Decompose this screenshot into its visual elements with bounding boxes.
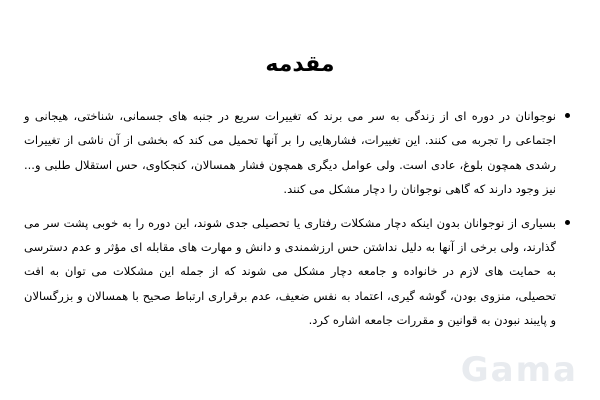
- bullet-item: [24, 104, 570, 202]
- bullet-text: نوجوانان در دوره ای از زندگی به سر می برند که تغییرات سریع در جنبه های جسمانی، شناختی، هیجانی و اجتماعی را تجربه می کنند. این تغییرات، فشارهایی را بر آنها تحمیل می کند که بخشی از آن ناشی از تغییرات رشدی همچون بلوغ، عادی است. ولی عوامل دیگری همچون فشار همسالان، کنجکاوی، حس استقلال طلبی و... نیز وجود دارند که گاهی نوجوانان را دچار مشکل می کنند.: [24, 109, 556, 197]
- bullet-dot-icon: [565, 220, 570, 225]
- bullet-item: [24, 211, 570, 333]
- slide-title: مقدمه: [265, 52, 335, 77]
- bullet-list: [24, 104, 570, 342]
- bullet-dot-icon: [565, 113, 570, 118]
- watermark-logo: Gama: [460, 350, 578, 390]
- bullet-text: بسیاری از نوجوانان بدون اینکه دچار مشکلات رفتاری یا تحصیلی جدی شوند، این دوره را به خوبی پشت سر می گذارند، ولی برخی از آنها به دلیل نداشتن حس ارزشمندی و دانش و مهارت های مقابله ای مؤثر و عدم دسترسی به حمایت های لازم در خانواده و جامعه دچار مشکل می شوند که از جمله این مشکلات می توان به افت تحصیلی، منزوی بودن، گوشه گیری، اعتماد به نفس ضعیف، عدم برقراری ارتباط صحیح با همسالان و بزرگسالان و پایبند نبودن به قوانین و مقررات جامعه اشاره کرد.: [24, 215, 556, 328]
